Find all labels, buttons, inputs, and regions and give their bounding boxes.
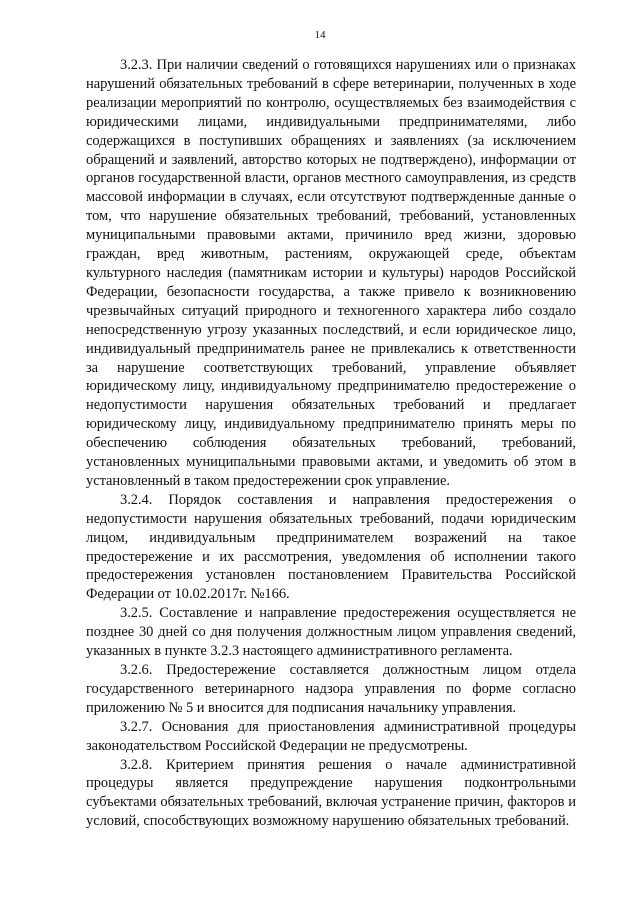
paragraph-3-2-6: 3.2.6. Предостережение составляется должностным лицом отдела государственного ветеринарного надзора управления по форме согласно приложению № 5 и вносится для подписания начальнику управления. [86,662,576,716]
paragraph-3-2-8: 3.2.8. Критерием принятия решения о начале административной процедуры является предупреждение нарушения подконтрольными субъектами обязательных требований, включая устранение причин, факторов и условий, способствующих возможному нарушению обязательных требований. [86,756,576,830]
paragraph-3-2-7: 3.2.7. Основания для приостановления административной процедуры законодательством Российской Федерации не предусмотрены. [86,718,576,754]
document-body [86,56,576,831]
page-number: 14 [314,29,326,41]
paragraph-3-2-4: 3.2.4. Порядок составления и направления предостережения о недопустимости нарушения обязательных требований, подачи юридическим лицом, индивидуальным предпринимателем возражений на такое предостережение и их рассмотрения, уведомления об исполнении такого предостережения установлен постановлением Правительства Российской Федерации от 10.02.2017г. №166. [86,491,576,603]
paragraph-3-2-3: 3.2.3. При наличии сведений о готовящихся нарушениях или о признаках нарушений обязательных требований в сфере ветеринарии, полученных в ходе реализации мероприятий по контролю, осуществляемых без взаимодействия с юридическими лицами, индивидуальными предпринимателями, либо содержащихся в поступивших обращениях и заявлениях (за исключением обращений и заявлений, авторство которых не подтверждено), информации от органов государственной власти, органов местного самоуправления, из средств массовой информации в случаях, если отсутствуют подтвержденные данные о том, что нарушение обязательных требований, требований, установленных муниципальными правовыми актами, причинило вред жизни, здоровью граждан, вред животным, растениям, окружающей среде, объектам культурного наследия (памятникам истории и культуры) народов Российской Федерации, безопасности государства, а также привело к возникновению чрезвычайных ситуаций природного и техногенного характера либо создало непосредственную угрозу указанных последствий, и если юридическое лицо, индивидуальный предприниматель ранее не привлекались к ответственности за нарушение соответствующих требований, управление объявляет юридическому лицу, индивидуальному предпринимателю предостережение о недопустимости нарушения обязательных требований и предлагает юридическому лицу, индивидуальному предпринимателю принять меры по обеспечению соблюдения обязательных требований, требований, установленных муниципальными правовыми актами, и уведомить об этом в установленный в таком предостережении срок управление. [86,57,576,489]
paragraph-3-2-5: 3.2.5. Составление и направление предостережения осуществляется не позднее 30 дней со дня получения должностным лицом управления сведений, указанных в пункте 3.2.3 настоящего административного регламента. [86,605,576,660]
